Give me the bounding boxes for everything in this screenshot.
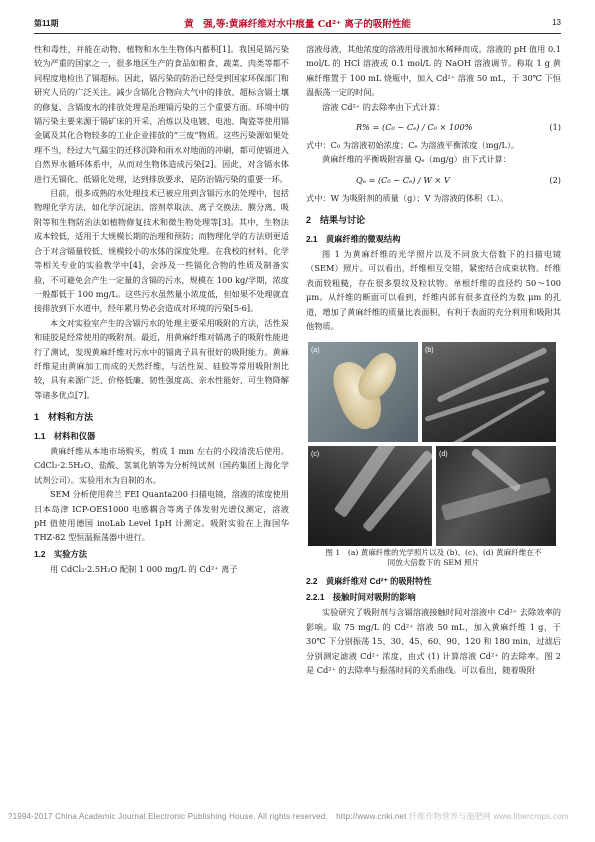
fibre-streak: [470, 447, 521, 492]
paragraph: 式中：W 为吸附剂的质量（g）；V 为溶液的体积（L）。: [306, 192, 509, 203]
left-column: [34, 42, 289, 577]
fibre-streak: [441, 477, 551, 521]
paragraph: 图 1 为黄麻纤维的光学照片以及不同放大倍数下的扫描电镜（SEM）照片。可以看出，纤维相互交错，紧密结合成束状物。纤维表面较粗糙，存在很多裂纹及粒状物。单根纤维的直径约 50～100 μm。从纤维的断面可以看到，纤维内部有很多直径约为数 μm 的孔道，增加了黄麻纤维的质量比表面积，有利于表面的充分利用和吸附其他物质。: [306, 249, 561, 332]
running-header: [34, 16, 561, 32]
paragraph: 溶液母液，其他浓度的溶液用母液加水稀释而成。溶液的 pH 值用 0.1 mol/L 的 HCl 溶液或 0.1 mol/L 的 NaOH 溶液调节。称取 1 g 黄麻纤维置于 100 mL 烧瓶中，加入 Cd²⁺ 溶液 50 mL，于 30℃ 下恒温振荡一定的时间。: [306, 44, 561, 98]
panel-label-b: (b): [425, 346, 434, 354]
equation-1-number: (1): [549, 122, 561, 133]
equation-1: [306, 116, 561, 136]
paragraph: 性和毒性，并能在动物、植物和水生生物体内蓄积[1]。我国是镉污染较为严重的国家之一，很多地区生产的食品如粮食、蔬菜、肉类等都不同程度地检出了镉超标。因此，镉污染的防治已经受到国家环保部门和研究人员的广泛关注。减少含镉化合物向大气中的排放、超标含镉土壤的修复、含镉废水的排放处理是治理镉污染的三个重要方面。环境中的镉污染主要来源于镉矿床的开采、冶炼以及电镀、电池、陶瓷等使用镉金属及其化合物较多的工业企业排放的“三废”物质。这些污染源如果处理不当，经过大气漏尘的迁移沉降和雨水对地面的冲刷，都可使镉进入自然界水循环体系中，从而对生物体造成污染[2]。因此，对含镉水体进行无镉化、低镉化处理，达到排放要求，是防治镉污染的重要一环。: [34, 44, 289, 184]
panel-label-a: (a): [311, 346, 320, 354]
paragraph: 溶液 Cd²⁺ 的去除率由下式计算：: [322, 101, 445, 112]
figure-1: [306, 342, 561, 567]
subsection-heading: 1.1 材料和仪器: [34, 430, 96, 441]
subsection-heading: 1.2 实验方法: [34, 548, 88, 559]
jute-photo: [308, 342, 418, 442]
figure-caption: 图 1 (a) 黄麻纤维的光学照片以及 (b)、(c)、(d) 黄麻纤维在不同放大倍数下的 SEM 照片: [325, 547, 542, 567]
sem-image-c: [308, 446, 432, 546]
paragraph: 用 CdCl₂·2.5H₂O 配制 1 000 mg/L 的 Cd²⁺ 离子: [50, 564, 238, 575]
paragraph: 黄麻纤维从本地市场购买，剪成 1 mm 左右的小段清洗后使用。CdCl₂·2.5H₂O、盐酸、氢氧化钠等为分析纯试剂（国药集团上海化学试剂公司）。实验用水为自制的水。: [34, 445, 289, 485]
watermark-text: 纤维作物营养与施肥网 www.fibercrops.com: [409, 812, 569, 821]
header-rule: [34, 33, 561, 34]
sem-image-b: [422, 342, 556, 442]
running-title: 黄 强,等:黄麻纤维对水中痕量 Cd²⁺ 离子的吸附性能: [184, 19, 411, 30]
equation-2-number: (2): [549, 174, 561, 185]
paragraph: 黄麻纤维的平衡吸附容量 Qₑ（mg/g）由下式计算：: [322, 154, 512, 165]
issue-number: 第11期: [34, 19, 59, 28]
equation-2-body: Qₑ = (C₀ − Cₑ) / W × V: [356, 174, 450, 185]
sem-image-d: [436, 446, 556, 546]
equation-1-body: R% = (C₀ − Cₑ) / C₀ × 100%: [356, 122, 473, 133]
right-column: [306, 42, 561, 677]
paragraph: 本文对实验室产生的含镉污水的处理主要采用吸附的方法，活性炭和硅胶是经常使用的吸附剂。最近，用黄麻纤维对镉离子的吸附性能进行了测试，发现黄麻纤维对污水中的镉离子具有很好的吸附能力。黄麻纤维是由黄麻加工而成的天然纤维，与活性炭、硅胶等常用吸附剂比较，具有来源广泛、价格低廉、韧性强度高、亲水性能好、可生物降解等诸多优点[7]。: [34, 317, 289, 400]
equation-2: [306, 169, 561, 189]
page-number: 13: [552, 18, 561, 27]
subsection-heading: 2.2.1 接触时间对吸附的影响: [306, 591, 416, 602]
section-heading: 1 材料和方法: [34, 412, 94, 423]
subsection-heading: 2.1 黄麻纤维的微观结构: [306, 233, 401, 244]
paragraph: 实验研究了吸附剂与含镉溶液接触时间对溶液中 Cd²⁺ 去除效率的影响。取 75 mg/L 的 Cd²⁺ 溶液 50 mL，加入黄麻纤维 1 g，于 30℃ 下分别振荡 15、30、45、60、90、120 和 180 min，过滤后分别测定滤液 Cd²⁺ 浓度，由式 (1) 计算溶液 Cd²⁺ 的去除率。图 2 是 Cd²⁺ 的去除率与振荡时间的关系曲线。可以看出，随着吸附: [306, 607, 561, 675]
subsection-heading: 2.2 黄麻纤维对 Cd²⁺ 的吸附特性: [306, 575, 432, 586]
panel-label-c: (c): [311, 450, 320, 458]
paragraph: SEM 分析使用荷兰 FEI Quanta200 扫描电镜，溶液的浓度使用日本岛津 ICP-OES1000 电感耦合等离子体发射光谱仪测定，溶液 pH 值使用德国 inoLab Level 1pH 计测定。吸附实验在上海国华 THZ-82 型恒温振荡器中进行。: [34, 489, 289, 543]
paragraph: 目前，很多成熟的水处理技术已被应用到含镉污水的处理中，包括物理化学方法，如化学沉淀法、溶剂萃取法、离子交换法、膜分离、吸附等和生物防治法如植物修复技术和微生物处理等[3]。其中，生物法成本较低，适用于大规模长期的治理和预防；而物理化学的方法则更适合于对含镉量较低、规模较小的水体的深度处理。在我校的材料、化学等相关专业的实验教学中[4]，会涉及一些镉化合物的性质及制备实验，不可避免会产生一定量的含镉的污水，规模在 100 kg/学期，浓度一般都低于 100 mg/L。这些污水虽然量小浓度低，但如果不处理就直接排放到下水道中，经年累月势必会造成对环境的污染[5-6]。: [34, 188, 289, 314]
copyright-line: ?1994-2017 China Academic Journal Electronic Publishing House. All rights reserved. http://www.cnki.net: [8, 812, 407, 821]
section-heading: 2 结果与讨论: [306, 215, 366, 226]
page-footer: [8, 811, 569, 822]
panel-label-d: (d): [439, 450, 448, 458]
fibre-streak: [334, 446, 403, 518]
paragraph: 式中：C₀ 为溶液初始浓度；Cₑ 为溶液平衡浓度（mg/L）。: [306, 140, 520, 151]
